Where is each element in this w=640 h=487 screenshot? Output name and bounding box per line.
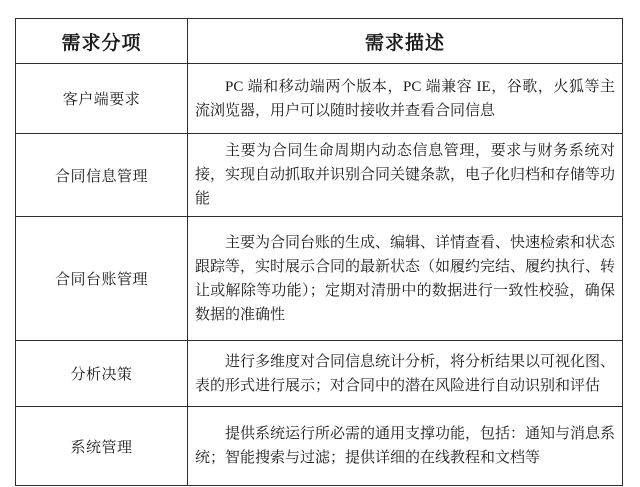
- column-header-item: 需求分项: [16, 19, 188, 64]
- column-header-description: 需求描述: [188, 19, 623, 64]
- row-description: 进行多维度对合同信息统计分析，将分析结果以可视化图、表的形式进行展示；对合同中的潜在风险进行自动识别和评估: [188, 341, 623, 407]
- row-item-label: 分析决策: [16, 341, 188, 407]
- table-row: [16, 341, 623, 407]
- row-item-label: 客户端要求: [16, 64, 188, 134]
- table-row: [16, 407, 623, 486]
- row-item-label: 合同台账管理: [16, 217, 188, 341]
- row-item-label: 合同信息管理: [16, 134, 188, 217]
- requirements-table: [15, 18, 623, 486]
- row-description: 主要为合同生命周期内动态信息管理，要求与财务系统对接，实现自动抓取并识别合同关键条款，电子化归档和存储等功能: [188, 134, 623, 217]
- row-description: 主要为合同台账的生成、编辑、详情查看、快速检索和状态跟踪等，实时展示合同的最新状态（如履约完结、履约执行、转让或解除等功能）；定期对清册中的数据进行一致性校验，确保数据的准确性: [188, 217, 623, 341]
- row-item-label: 系统管理: [16, 407, 188, 486]
- row-description: PC 端和移动端两个版本，PC 端兼容 IE，谷歌，火狐等主流浏览器，用户可以随时接收并查看合同信息: [188, 64, 623, 134]
- table-header-row: [16, 19, 623, 64]
- table-row: [16, 64, 623, 134]
- table-row: [16, 134, 623, 217]
- row-description: 提供系统运行所必需的通用支撑功能，包括：通知与消息系统；智能搜索与过滤；提供详细的在线教程和文档等: [188, 407, 623, 486]
- table-row: [16, 217, 623, 341]
